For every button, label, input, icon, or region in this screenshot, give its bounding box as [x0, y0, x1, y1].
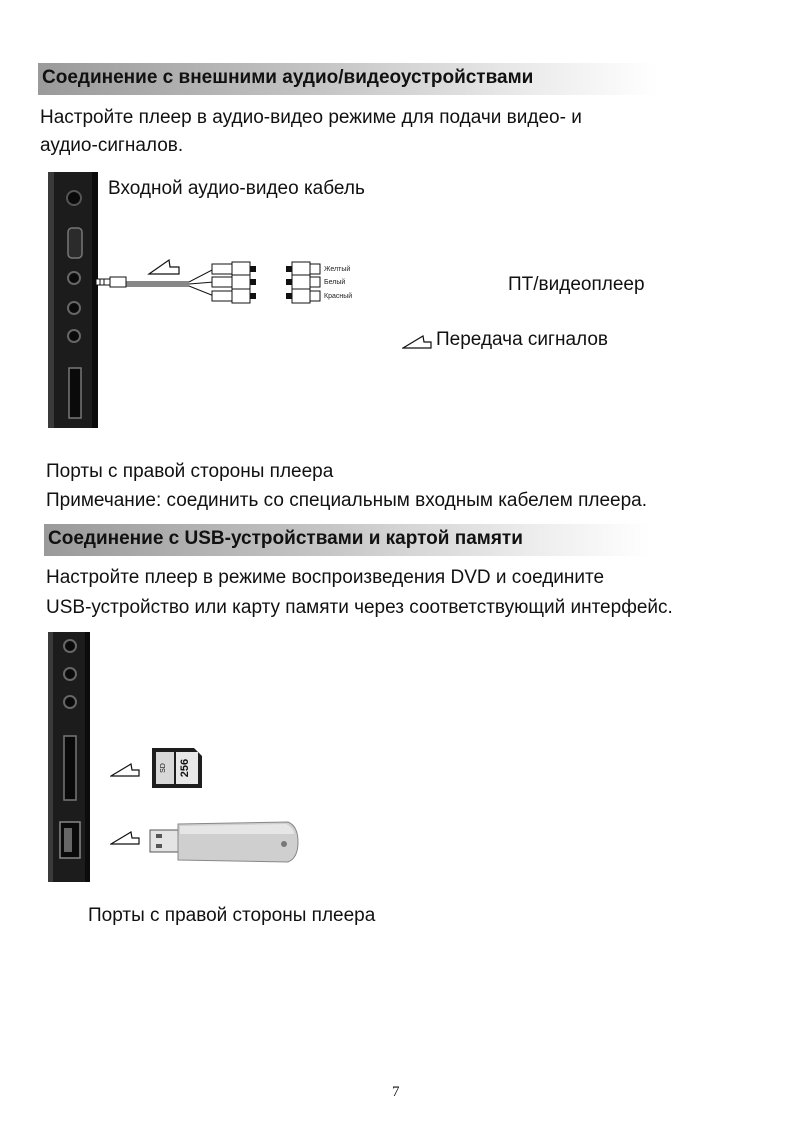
rca-plug-icon: [212, 262, 256, 276]
rca-plug-icon: [286, 289, 320, 303]
card-capacity: 256: [179, 758, 191, 778]
section1-intro-line1: Настройте плеер в аудио-видео режиме для подачи видео- и: [40, 107, 582, 128]
signal-arrow-icon: [110, 830, 140, 846]
section2-intro-line2: USB-устройство или карту памяти через соответствующий интерфейс.: [46, 597, 673, 618]
headphone-port-icon: [67, 191, 81, 205]
card-slot-icon: [69, 368, 81, 418]
signal-arrow-icon: [149, 260, 179, 274]
section2-ports-caption: Порты с правой стороны плеера: [88, 905, 376, 926]
signal-label: Передача сигналов: [436, 329, 608, 350]
signal-arrow-icon: [402, 334, 432, 350]
rca-plug-icon: [286, 275, 320, 289]
av-port-icon: [64, 696, 76, 708]
memory-card-icon: [150, 746, 204, 790]
section1-heading: Соединение с внешними аудио/видеоустройствами: [42, 67, 534, 88]
plug-label-yellow: Желтый: [324, 266, 351, 273]
av-cable-illustration: [94, 252, 364, 312]
section1-intro-line2: аудио-сигналов.: [40, 135, 184, 156]
section2-heading-bar: [44, 524, 650, 556]
section2-intro-line1: Настройте плеер в режиме воспроизведения DVD и соедините: [46, 567, 605, 588]
card-slot-icon: [64, 736, 76, 800]
section1-ports-caption: Порты с правой стороны плеера: [46, 461, 334, 482]
section1-note: Примечание: соединить со специальным входным кабелем плеера.: [46, 490, 648, 511]
usb-flash-drive-icon: [148, 818, 300, 866]
av-port-icon: [64, 668, 76, 680]
av-port-icon: [68, 330, 80, 342]
plug-label-white: Белый: [324, 279, 346, 286]
rca-plug-icon: [212, 275, 256, 289]
av-port-icon: [64, 640, 76, 652]
av-port-icon: [68, 272, 80, 284]
player-side-panel-av: [48, 172, 98, 428]
section1-heading-bar: [38, 63, 658, 95]
signal-arrow-icon: [110, 762, 140, 778]
page-number: 7: [392, 1084, 400, 1100]
plug-label-red: Красный: [324, 293, 353, 300]
cable-label: Входной аудио-видео кабель: [108, 178, 365, 199]
card-brand: SD: [160, 763, 167, 773]
tv-label: ПТ/видеоплеер: [508, 274, 645, 295]
rca-plug-icon: [286, 262, 320, 276]
section2-heading: Соединение с USB-устройствами и картой памяти: [48, 528, 523, 549]
player-side-panel-usb: [48, 632, 90, 882]
switch-icon: [68, 228, 82, 258]
rca-plug-icon: [212, 289, 256, 303]
av-port-icon: [68, 302, 80, 314]
